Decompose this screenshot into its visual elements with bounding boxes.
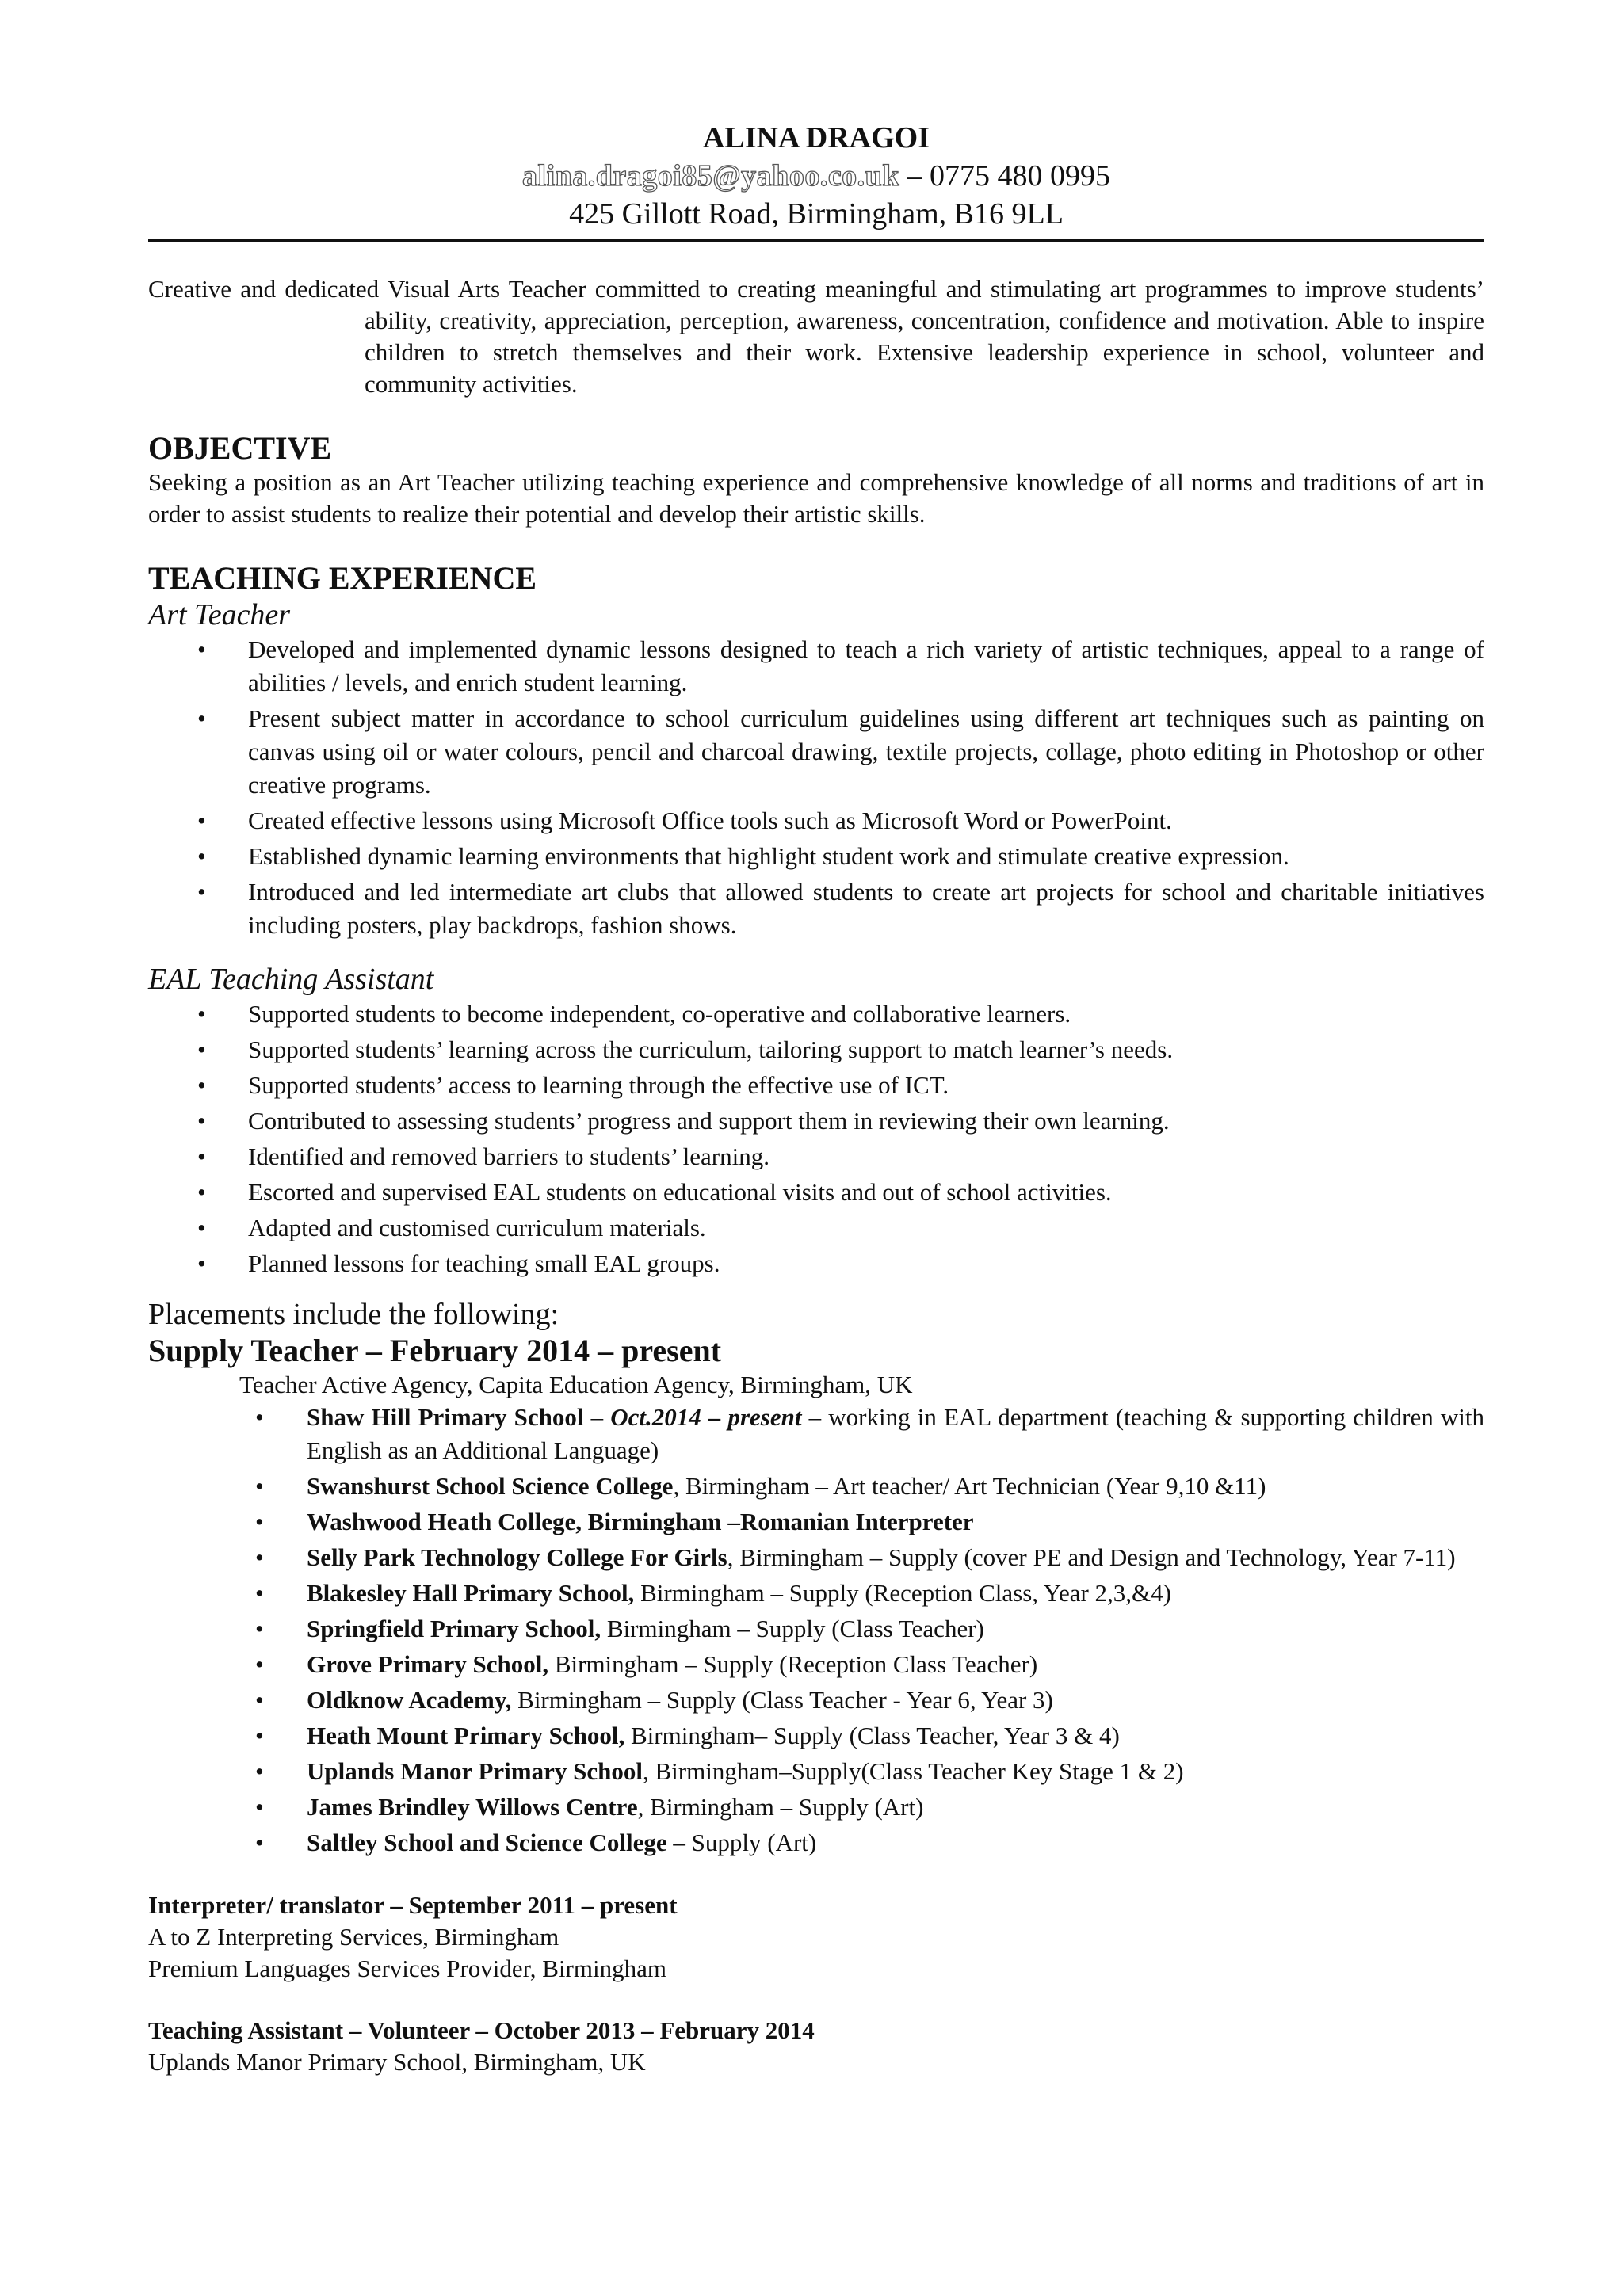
list-item: • Contributed to assessing students’ progress and support them in reviewing their own learning. xyxy=(148,1104,1484,1138)
list-item: • Developed and implemented dynamic lessons designed to teach a rich variety of artistic techniques, appeal to a range of abilities / levels, and enrich student learning. xyxy=(148,633,1484,700)
list-item: • Created effective lessons using Microsoft Office tools such as Microsoft Word or PowerPoint. xyxy=(148,804,1484,837)
placements-list xyxy=(148,1401,1484,1859)
interpreter-employer-2: Premium Languages Services Provider, Birmingham xyxy=(148,1955,666,1982)
school-name: Selly Park Technology College For Girls xyxy=(307,1543,727,1571)
list-item: • Introduced and led intermediate art clubs that allowed students to create art projects for school and charitable initiatives including posters, play backdrops, fashion shows. xyxy=(148,875,1484,942)
candidate-name: ALINA DRAGOI xyxy=(702,121,930,154)
list-item: • Present subject matter in accordance to school curriculum guidelines using different art techniques such as painting on canvas using oil or water colours, pencil and charcoal drawing, textile projects, collage, photo editing in Photoshop or other creative programs. xyxy=(148,702,1484,802)
objective-heading: OBJECTIVE xyxy=(148,430,332,466)
objective-text: Seeking a position as an Art Teacher utilizing teaching experience and comprehensive knowledge of all norms and traditions of art in order to assist students to realize their potential and develop their artistic skills. xyxy=(148,468,1484,528)
placement-item: • Swanshurst School Science College, Birmingham – Art teacher/ Art Technician (Year 9,10 &11) xyxy=(148,1470,1484,1503)
placement-item: • James Brindley Willows Centre, Birmingham – Supply (Art) xyxy=(148,1791,1484,1824)
eal-assistant-list xyxy=(148,997,1484,1280)
supply-teacher-heading: Supply Teacher – February 2014 – present xyxy=(148,1333,722,1368)
list-item: • Identified and removed barriers to students’ learning. xyxy=(148,1140,1484,1173)
placement-item: • Blakesley Hall Primary School, Birmingham – Supply (Reception Class, Year 2,3,&4) xyxy=(148,1577,1484,1610)
placement-item: • Shaw Hill Primary School – Oct.2014 – present – working in EAL department (teaching & supporting children with English as an Additional Language) xyxy=(148,1401,1484,1467)
address-line: 425 Gillott Road, Birmingham, B16 9LL xyxy=(569,197,1064,231)
interpreter-employer-1: A to Z Interpreting Services, Birmingham xyxy=(148,1923,559,1951)
art-teacher-title: Art Teacher xyxy=(148,598,291,631)
placement-item: • Springfield Primary School, Birmingham – Supply (Class Teacher) xyxy=(148,1612,1484,1646)
school-name: Uplands Manor Primary School xyxy=(307,1757,643,1785)
placement-item: • Heath Mount Primary School, Birmingham– Supply (Class Teacher, Year 3 & 4) xyxy=(148,1719,1484,1753)
placement-item: • Uplands Manor Primary School, Birmingham–Supply(Class Teacher Key Stage 1 & 2) xyxy=(148,1755,1484,1788)
email-link[interactable]: alina.dragoi85@yahoo.co.uk xyxy=(522,159,899,193)
profile-summary: Creative and dedicated Visual Arts Teacher committed to creating meaningful and stimulating art programmes to improve students’ ability, creativity, appreciation, perception, awareness, concentration, confidence and motivation. Able to inspire children to stretch themselves and their work. Extensive leadership experience in school, volunteer and community activities. xyxy=(148,275,1484,398)
school-name: Swanshurst School Science College xyxy=(307,1472,674,1500)
header-divider xyxy=(148,239,1484,242)
school-name: Washwood Heath College, Birmingham –Romanian Interpreter xyxy=(307,1508,974,1535)
school-name: Heath Mount Primary School, xyxy=(307,1722,625,1749)
list-item: • Supported students’ access to learning through the effective use of ICT. xyxy=(148,1069,1484,1102)
school-name: Grove Primary School, xyxy=(307,1650,549,1678)
list-item: • Supported students’ learning across the curriculum, tailoring support to match learner’s needs. xyxy=(148,1033,1484,1066)
interpreter-heading: Interpreter/ translator – September 2011 – present xyxy=(148,1891,678,1919)
list-item: • Established dynamic learning environments that highlight student work and stimulate creative expression. xyxy=(148,840,1484,873)
placements-intro: Placements include the following: xyxy=(148,1298,559,1331)
teaching-experience-heading: TEACHING EXPERIENCE xyxy=(148,560,537,596)
placement-dates: Oct.2014 – present xyxy=(610,1403,802,1431)
art-teacher-list xyxy=(148,633,1484,942)
volunteer-heading: Teaching Assistant – Volunteer – October 2013 – February 2014 xyxy=(148,2016,815,2044)
list-item: • Escorted and supervised EAL students on educational visits and out of school activities. xyxy=(148,1176,1484,1209)
agencies-line: Teacher Active Agency, Capita Education Agency, Birmingham, UK xyxy=(239,1371,913,1398)
placement-item: • Oldknow Academy, Birmingham – Supply (Class Teacher - Year 6, Year 3) xyxy=(148,1684,1484,1717)
eal-assistant-title: EAL Teaching Assistant xyxy=(148,963,434,996)
phone-number: – 0775 480 0995 xyxy=(899,159,1110,193)
school-name: James Brindley Willows Centre xyxy=(307,1793,638,1821)
school-name: Springfield Primary School, xyxy=(307,1615,601,1642)
list-item: • Planned lessons for teaching small EAL groups. xyxy=(148,1247,1484,1280)
school-name: Oldknow Academy, xyxy=(307,1686,512,1714)
volunteer-employer: Uplands Manor Primary School, Birmingham, UK xyxy=(148,2048,646,2076)
contact-line xyxy=(148,157,1484,195)
list-item: • Supported students to become independent, co-operative and collaborative learners. xyxy=(148,997,1484,1031)
school-name: Shaw Hill Primary School xyxy=(307,1403,584,1431)
school-name: Saltley School and Science College xyxy=(307,1829,667,1856)
placement-item: • Selly Park Technology College For Girls, Birmingham – Supply (cover PE and Design and Technology, Year 7-11) xyxy=(148,1541,1484,1574)
placement-item: • Saltley School and Science College – Supply (Art) xyxy=(148,1826,1484,1859)
school-name: Blakesley Hall Primary School, xyxy=(307,1579,635,1607)
placement-item xyxy=(148,1505,1484,1539)
list-item: • Adapted and customised curriculum materials. xyxy=(148,1211,1484,1245)
placement-item: • Grove Primary School, Birmingham – Supply (Reception Class Teacher) xyxy=(148,1648,1484,1681)
resume-page xyxy=(148,119,1484,2078)
